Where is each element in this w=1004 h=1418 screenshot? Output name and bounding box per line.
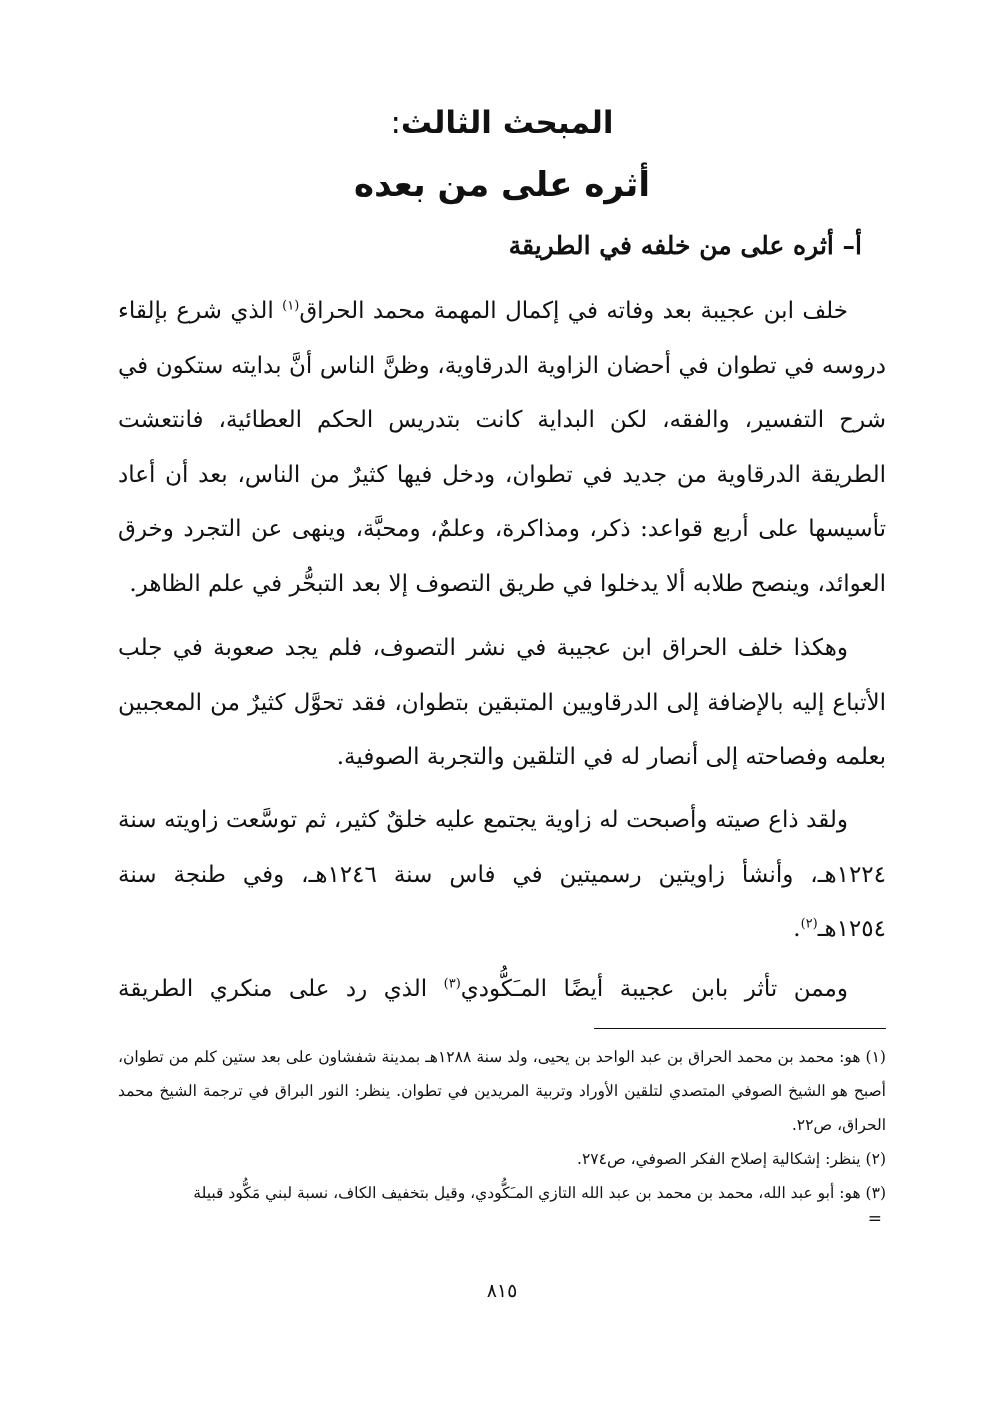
paragraph-3-end: . [793, 916, 801, 942]
section-title-colon: : [390, 105, 401, 141]
footnote-3-continuation: = [867, 1209, 882, 1229]
section-subtitle: أثره على من بعده [354, 165, 650, 205]
paragraph-3-part-1: ولقد ذاع صيته وأصبحت له زاوية يجتمع عليه خلقٌ كثير، ثم توسَّعت زاويته سنة ١٢٢٤هـ، وأنشأ زاويتين رسميتين في فاس سنة ١٢٤٦هـ، وفي طنجة سنة ١٢٥٤هـ [118, 807, 887, 942]
section-title [0, 98, 1004, 148]
subsection-heading: أ– أثره على من خلفه في الطريقة [508, 231, 862, 260]
paragraph-4-part-1: وممن تأثر بابن عجيبة أيضًا المـَكُّودي [460, 976, 848, 1002]
page-number: ٨١٥ [486, 1280, 518, 1302]
paragraph-1 [118, 284, 886, 611]
footnote-ref-2: (٢) [800, 916, 818, 932]
paragraph-4-text [118, 962, 886, 1017]
paragraph-1-part-1: خلف ابن عجيبة بعد وفاته في إكمال المهمة محمد الحراق [299, 298, 848, 324]
paragraph-1-text [118, 284, 886, 611]
footnote-ref-3: (٣) [443, 976, 461, 992]
paragraph-4 [118, 962, 886, 1017]
footnote-ref-1: (١) [282, 298, 300, 314]
section-title-text: المبحث الثالث [400, 105, 614, 141]
paragraph-2-text: وهكذا خلف الحراق ابن عجيبة في نشر التصوف، فلم يجد صعوبة في جلب الأتباع إليه بالإضافة إلى الدرقاويين المتبقين بتطوان، فقد تحوَّل كثيرٌ من المعجبين بعلمه وفصاحته إلى أنصار له في التلقين والتجربة الصوفية. [118, 635, 886, 770]
footnotes [118, 1040, 886, 1228]
footnote-2: (٢) ينظر: إشكالية إصلاح الفكر الصوفي، ص٢٧٤. [577, 1150, 886, 1168]
paragraph-3-text [118, 793, 886, 957]
footnote-3: (٣) هو: أبو عبد الله، محمد بن محمد بن عبد الله التازي المـَكُّودي، وقيل بتخفيف الكاف، نسبة لبني مَكُّود قبيلة [193, 1184, 886, 1202]
paragraph-2 [118, 621, 886, 785]
paragraph-4-part-2: الذي رد على منكري الطريقة [118, 976, 444, 1002]
footnote-divider [594, 1028, 886, 1029]
footnote-1: (١) هو: محمد بن محمد الحراق بن عبد الواحد بن يحيى، ولد سنة ١٢٨٨هـ بمدينة شفشاون على بعد ستين كلم من تطوان، أصبح هو الشيخ الصوفي المتصدي لتلقين الأوراد وتربية المريدين في تطوان. ينظر: النور البراق في ترجمة الشيخ محمد الحراق، ص٢٢. [118, 1048, 886, 1134]
paragraph-3 [118, 793, 886, 957]
paragraph-1-part-2: الذي شرع بإلقاء دروسه في تطوان في أحضان الزاوية الدرقاوية، وظنَّ الناس أنَّ بدايته ستكون في شرح التفسير، والفقه، لكن البداية كانت بتدريس الحكم العطائية، فانتعشت الطريقة الدرقاوية من جديد في تطوان، ودخل فيها كثيرٌ من الناس، بعد أن أعاد تأسيسها على أربع قواعد: ذكر، ومذاكرة، وعلمٌ، ومحبَّة، وينهى عن التجرد وخرق العوائد، وينصح طلابه ألا يدخلوا في طريق التصوف إلا بعد التبحُّر في علم الظاهر. [118, 298, 886, 597]
